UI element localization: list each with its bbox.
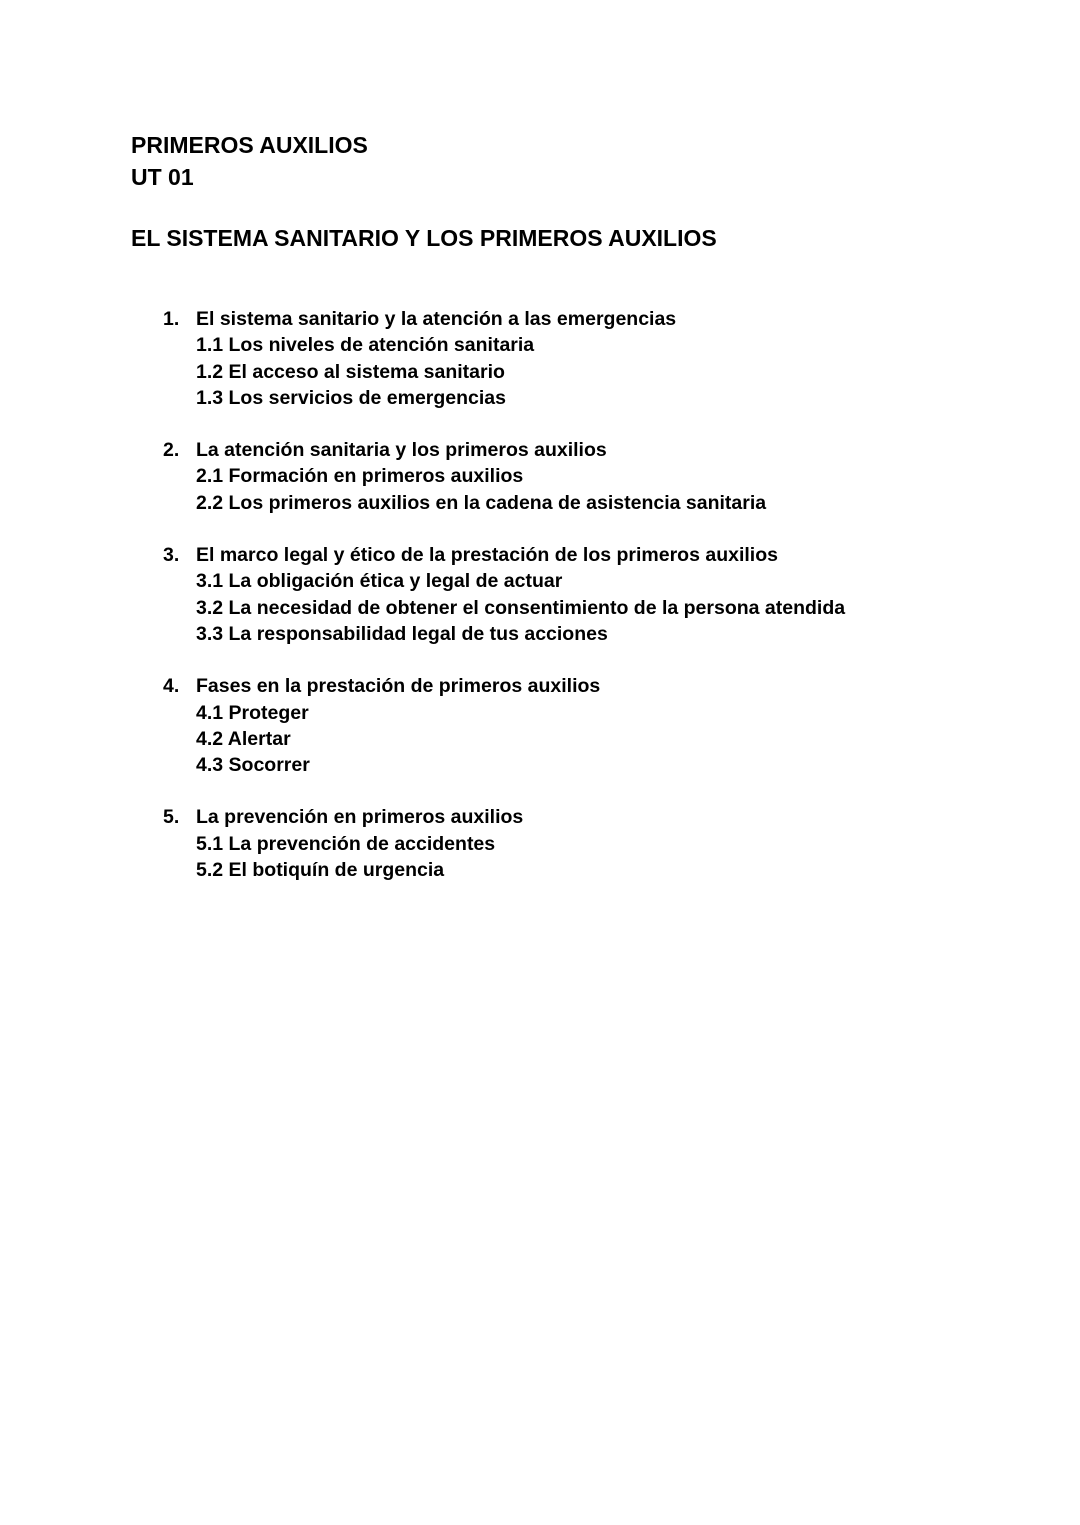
toc-section-3	[163, 542, 983, 647]
section-heading	[163, 673, 983, 699]
section-number: 2.	[163, 439, 180, 462]
section-heading	[163, 804, 983, 830]
list-item: 4.2 Alertar	[196, 727, 291, 750]
list-item: 1.3 Los servicios de emergencias	[196, 386, 507, 409]
list-item: 3.1 La obligación ética y legal de actuar	[196, 570, 563, 593]
list-item: 2.1 Formación en primeros auxilios	[196, 465, 524, 488]
subject-title: PRIMEROS AUXILIOS	[131, 132, 368, 158]
document-header	[131, 129, 368, 193]
list-item: 2.2 Los primeros auxilios en la cadena de asistencia sanitaria	[196, 491, 767, 514]
list-item: 4.3 Socorrer	[196, 754, 310, 777]
section-heading	[163, 437, 983, 463]
list-item: 5.1 La prevención de accidentes	[196, 832, 496, 855]
toc-section-1	[163, 306, 983, 411]
section-label: El sistema sanitario y la atención a las emergencias	[196, 308, 677, 330]
toc-section-2	[163, 437, 983, 516]
section-number: 4.	[163, 675, 180, 698]
section-number: 3.	[163, 544, 180, 567]
list-item: 5.2 El botiquín de urgencia	[196, 859, 445, 882]
list-item: 3.2 La necesidad de obtener el consentimiento de la persona atendida	[196, 596, 846, 619]
unit-label: UT 01	[131, 164, 194, 190]
section-label: Fases en la prestación de primeros auxilios	[196, 675, 601, 698]
section-number: 1.	[163, 308, 180, 330]
section-label: El marco legal y ético de la prestación de los primeros auxilios	[196, 544, 778, 567]
list-item: 1.2 El acceso al sistema sanitario	[196, 360, 505, 383]
section-heading	[163, 306, 983, 332]
section-label: La prevención en primeros auxilios	[196, 806, 524, 829]
section-number: 5.	[163, 806, 180, 829]
list-item: 3.3 La responsabilidad legal de tus acciones	[196, 622, 608, 645]
toc-section-5	[163, 804, 983, 883]
list-item: 4.1 Proteger	[196, 701, 309, 724]
page-title: EL SISTEMA SANITARIO Y LOS PRIMEROS AUXILIOS	[131, 225, 717, 251]
section-heading	[163, 542, 983, 568]
table-of-contents	[163, 306, 983, 909]
section-label: La atención sanitaria y los primeros auxilios	[196, 439, 607, 462]
list-item: 1.1 Los niveles de atención sanitaria	[196, 334, 535, 357]
toc-section-4	[163, 673, 983, 778]
